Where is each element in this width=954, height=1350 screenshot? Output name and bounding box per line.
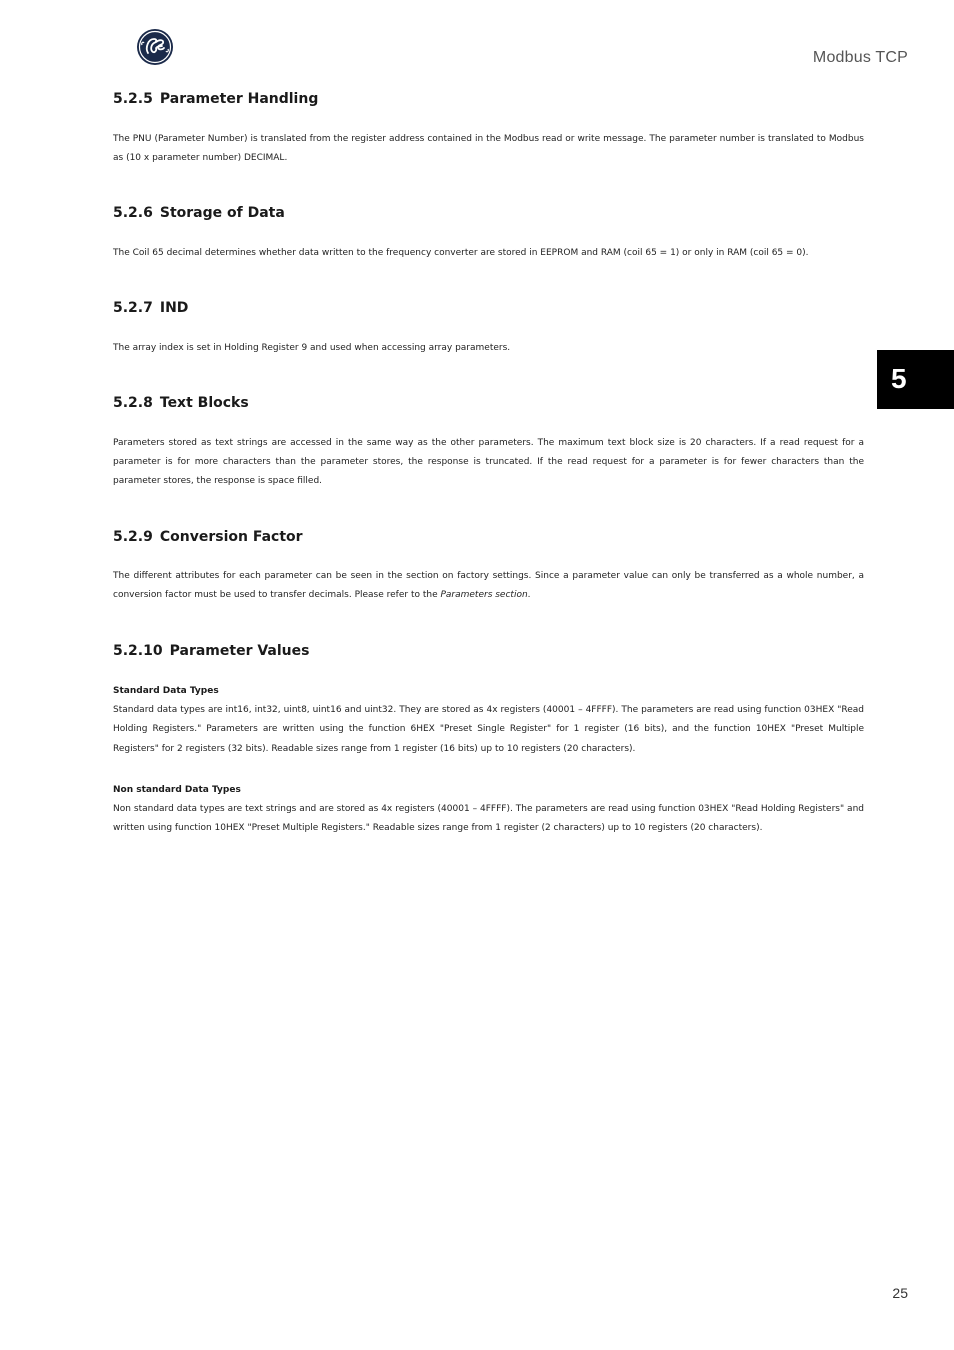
section-body: Parameters stored as text strings are accessed in the same way as the other parameters. The maximum text block size is 20 characters. If a read request for a parameter is for more characters than the parameter stores, the response is truncated. If the read request for a parameter is for fewer characters than the parameter stores, the response is space filled. xyxy=(113,438,864,487)
section-heading: 5.2.8 Text Blocks xyxy=(113,395,249,411)
section-heading: 5.2.9 Conversion Factor xyxy=(113,529,303,545)
section-heading: 5.2.10 Parameter Values xyxy=(113,643,310,659)
section-heading: 5.2.6 Storage of Data xyxy=(113,205,285,221)
section-body: The different attributes for each parameter can be seen in the section on factory settings. Since a parameter value can only be transferred as a whole number, a conversion factor must be used to transfer decimals. Please refer to the Parameters section. xyxy=(113,571,864,601)
section-conversion-factor xyxy=(113,529,864,605)
subsection-heading: Standard Data Types xyxy=(113,686,219,696)
chapter-number: 5 xyxy=(891,363,907,394)
section-heading: 5.2.7 IND xyxy=(113,300,189,316)
subsection-body: Standard data types are int16, int32, uint8, uint16 and uint32. They are stored as 4x registers (40001 – 4FFFF). The parameters are read using function 03HEX "Read Holding Registers." Parameters are written using the function 6HEX "Preset Single Register" for 1 register (16 bits), and the function 10HEX "Preset Multiple Registers" for 2 registers (32 bits). Readable sizes range from 1 register (16 bits) up to 10 registers (20 characters). xyxy=(113,705,864,754)
section-parameter-handling xyxy=(113,91,864,168)
page-number: 25 xyxy=(892,1285,908,1301)
section-text-blocks xyxy=(113,395,864,492)
chapter-tab xyxy=(877,350,954,409)
parameters-section-reference: Parameters section xyxy=(440,590,528,601)
section-heading: 5.2.5 Parameter Handling xyxy=(113,91,319,107)
section-body: The PNU (Parameter Number) is translated from the register address contained in the Modbus read or write message. The parameter number is translated to Modbus as (10 x parameter number) DECIMAL. xyxy=(113,134,864,164)
header-title: Modbus TCP xyxy=(812,49,908,66)
section-parameter-values xyxy=(113,643,864,838)
section-body: The Coil 65 decimal determines whether data written to the frequency converter are stored in EEPROM and RAM (coil 65 = 1) or only in RAM (coil 65 = 0). xyxy=(113,248,809,258)
ge-monogram-icon xyxy=(136,28,174,66)
section-storage-of-data xyxy=(113,205,864,263)
section-body: The array index is set in Holding Register 9 and used when accessing array parameters. xyxy=(113,343,511,353)
subsection-body: Non standard data types are text strings and are stored as 4x registers (40001 – 4FFFF). The parameters are read using function 03HEX "Read Holding Registers" and written using function 10HEX "Preset Multiple Registers." Readable sizes range from 1 register (2 characters) up to 10 registers (20 characters). xyxy=(113,804,864,834)
subsection-heading: Non standard Data Types xyxy=(113,784,241,795)
section-ind xyxy=(113,300,864,358)
